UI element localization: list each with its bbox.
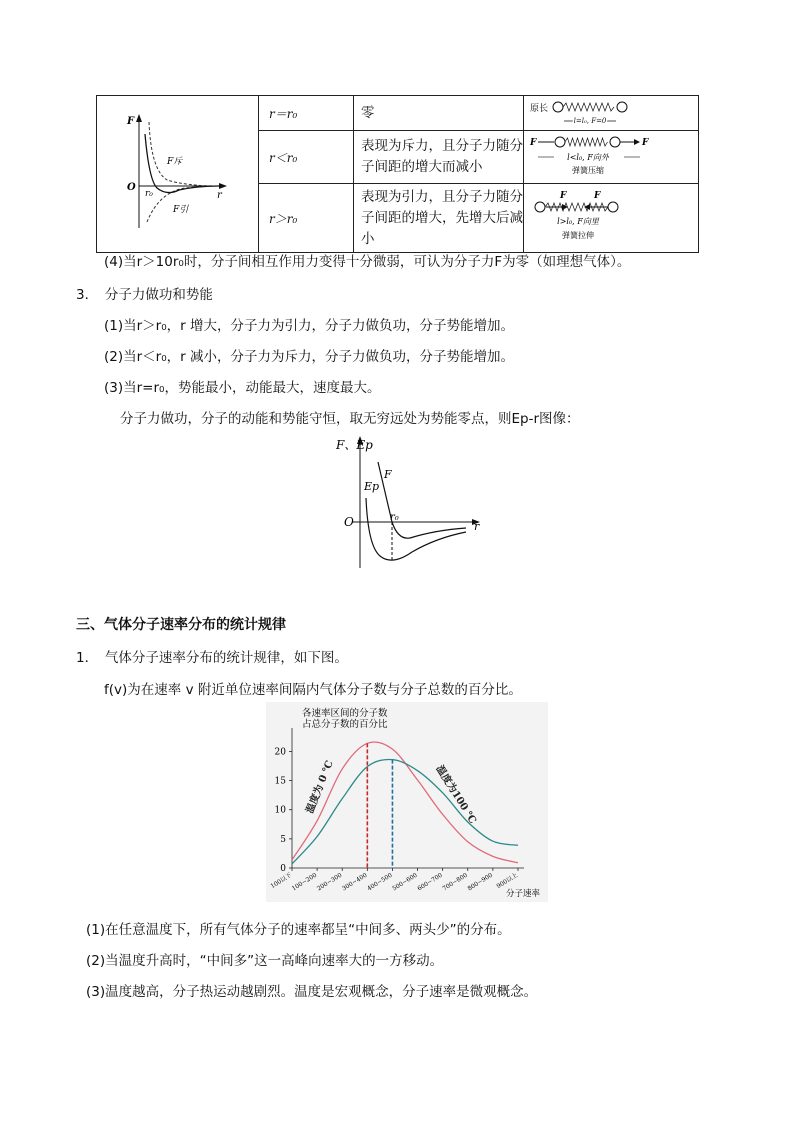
section3-heading: 3． 分子力做功和势能 [76, 287, 213, 303]
section3-item-1: (1)当r＞r₀，r 增大，分子力为引力，分子力做负功，分子势能增加。 [104, 318, 514, 334]
ep-axis-y-label: F、Ep [336, 438, 373, 452]
x-tick-label: 500~600 [391, 871, 419, 893]
force-curve-figure-cell [97, 96, 259, 253]
force-left-label-2: F [560, 191, 567, 201]
conclusion-2: (2)当温度升高时，“中间多”这一高峰向速率大的一方移动。 [86, 953, 444, 969]
x-tick-label: 600~700 [416, 871, 444, 893]
y-tick-label: 20 [274, 747, 286, 758]
attractive-force-curve [147, 186, 219, 222]
spring-stretched-caption: 弹簧拉伸 [562, 231, 594, 240]
section3-note: 分子力做功，分子的动能和势能守恒，取无穷远处为势能零点，则Ep-r图像： [120, 411, 580, 427]
molecular-force-table [96, 95, 699, 253]
chart-title [302, 707, 388, 730]
x-tick-label: 800~900 [466, 871, 494, 893]
force-curve-figure [97, 100, 257, 245]
spring-compressed-cell [524, 131, 699, 184]
spring-natural-label: 原长 [530, 104, 549, 114]
spring-natural-figure [524, 96, 698, 126]
x-tick-label: 300~400 [340, 871, 369, 893]
ep-origin-label: O [344, 515, 354, 529]
spring-stretched-cell [524, 184, 699, 253]
ep-curve-label: Ep [364, 480, 380, 493]
chart-title-line-2: 占总分子数的百分比 [302, 719, 388, 730]
ep-axis-x-label: r [474, 520, 480, 533]
condition-equal: r＝r₀ [259, 96, 354, 131]
r0-label: r₀ [145, 188, 153, 199]
force-right-label: F [642, 138, 649, 148]
spring-compressed-figure [524, 131, 698, 179]
attractive-label: F引 [173, 204, 189, 215]
spring-natural-cell [524, 96, 699, 131]
y-tick-label: 10 [274, 805, 286, 816]
origin-label: O [127, 181, 136, 193]
force-left-label: F [530, 138, 537, 148]
description-equal: 零 [354, 96, 524, 131]
section3-item-3: (3)当r=r₀，势能最小，动能最大，速度最大。 [104, 380, 381, 396]
spring-compressed-formula: l<l₀, F向外 [567, 153, 609, 162]
chart-title-line-1: 各速率区间的分子数 [302, 708, 388, 719]
repulsive-force-curve [149, 122, 219, 186]
x-axis-label: 分子速率 [505, 889, 540, 899]
axis-r-label: r [217, 189, 222, 201]
description-less: 表现为斥力，且分子力随分子间距的增大而减小 [354, 131, 524, 184]
spring-compressed-caption: 弹簧压缩 [572, 166, 604, 175]
spring-stretched-formula: l>l₀, F向里 [557, 217, 599, 226]
x-tick-label: 200~300 [315, 871, 344, 893]
spring-natural-formula: l=l₀, F=0 [573, 117, 607, 125]
force-right-label-2: F [594, 191, 601, 201]
y-tick-label: 15 [274, 776, 286, 787]
ep-r0-label: r₀ [390, 512, 399, 523]
y-tick-label: 5 [280, 834, 286, 845]
note-4: (4)当r＞10r₀时，分子间相互作用力变得十分微弱，可认为分子力F为零（如理想气体）。 [104, 254, 631, 270]
x-tick-label: 700~800 [441, 871, 469, 893]
condition-greater: r＞r₀ [259, 184, 354, 253]
description-greater: 表现为引力，且分子力随分子间距的增大，先增大后减小 [354, 184, 524, 253]
y-tick-label: 0 [280, 864, 286, 874]
speed-distribution-chart [266, 702, 548, 902]
x-tick-label: 900以上 [495, 871, 520, 891]
spring-stretched-figure [524, 184, 698, 248]
x-tick-label: 100~200 [290, 871, 319, 893]
condition-less: r＜r₀ [259, 131, 354, 184]
fv-note: f(v)为在速率 v 附近单位速率间隔内气体分子数与分子总数的百分比。 [104, 682, 522, 698]
conclusion-3: (3)温度越高，分子热运动越剧烈。温度是宏观概念，分子速率是微观概念。 [86, 984, 538, 1000]
x-tick-label: 400~500 [366, 871, 394, 893]
part3-heading: 三、气体分子速率分布的统计规律 [76, 617, 286, 633]
series-label-100c: 温度为100 ℃ [433, 763, 478, 826]
x-tick-label: 100以下 [269, 871, 294, 891]
series-label-0c: 温度为 0 ℃ [304, 759, 336, 816]
section3-item-2: (2)当r＜r₀，r 减小，分子力为斥力，分子力做负功，分子势能增加。 [104, 349, 514, 365]
part3-item-1: 1． 气体分子速率分布的统计规律，如下图。 [76, 650, 348, 666]
repulsive-label: F斥 [167, 156, 183, 167]
conclusion-1: (1)在任意温度下，所有气体分子的速率都呈“中间多、两头少”的分布。 [86, 922, 511, 938]
axis-f-label: F [127, 115, 135, 127]
ep-r-figure [336, 434, 486, 574]
f-curve-label: F [384, 468, 392, 481]
